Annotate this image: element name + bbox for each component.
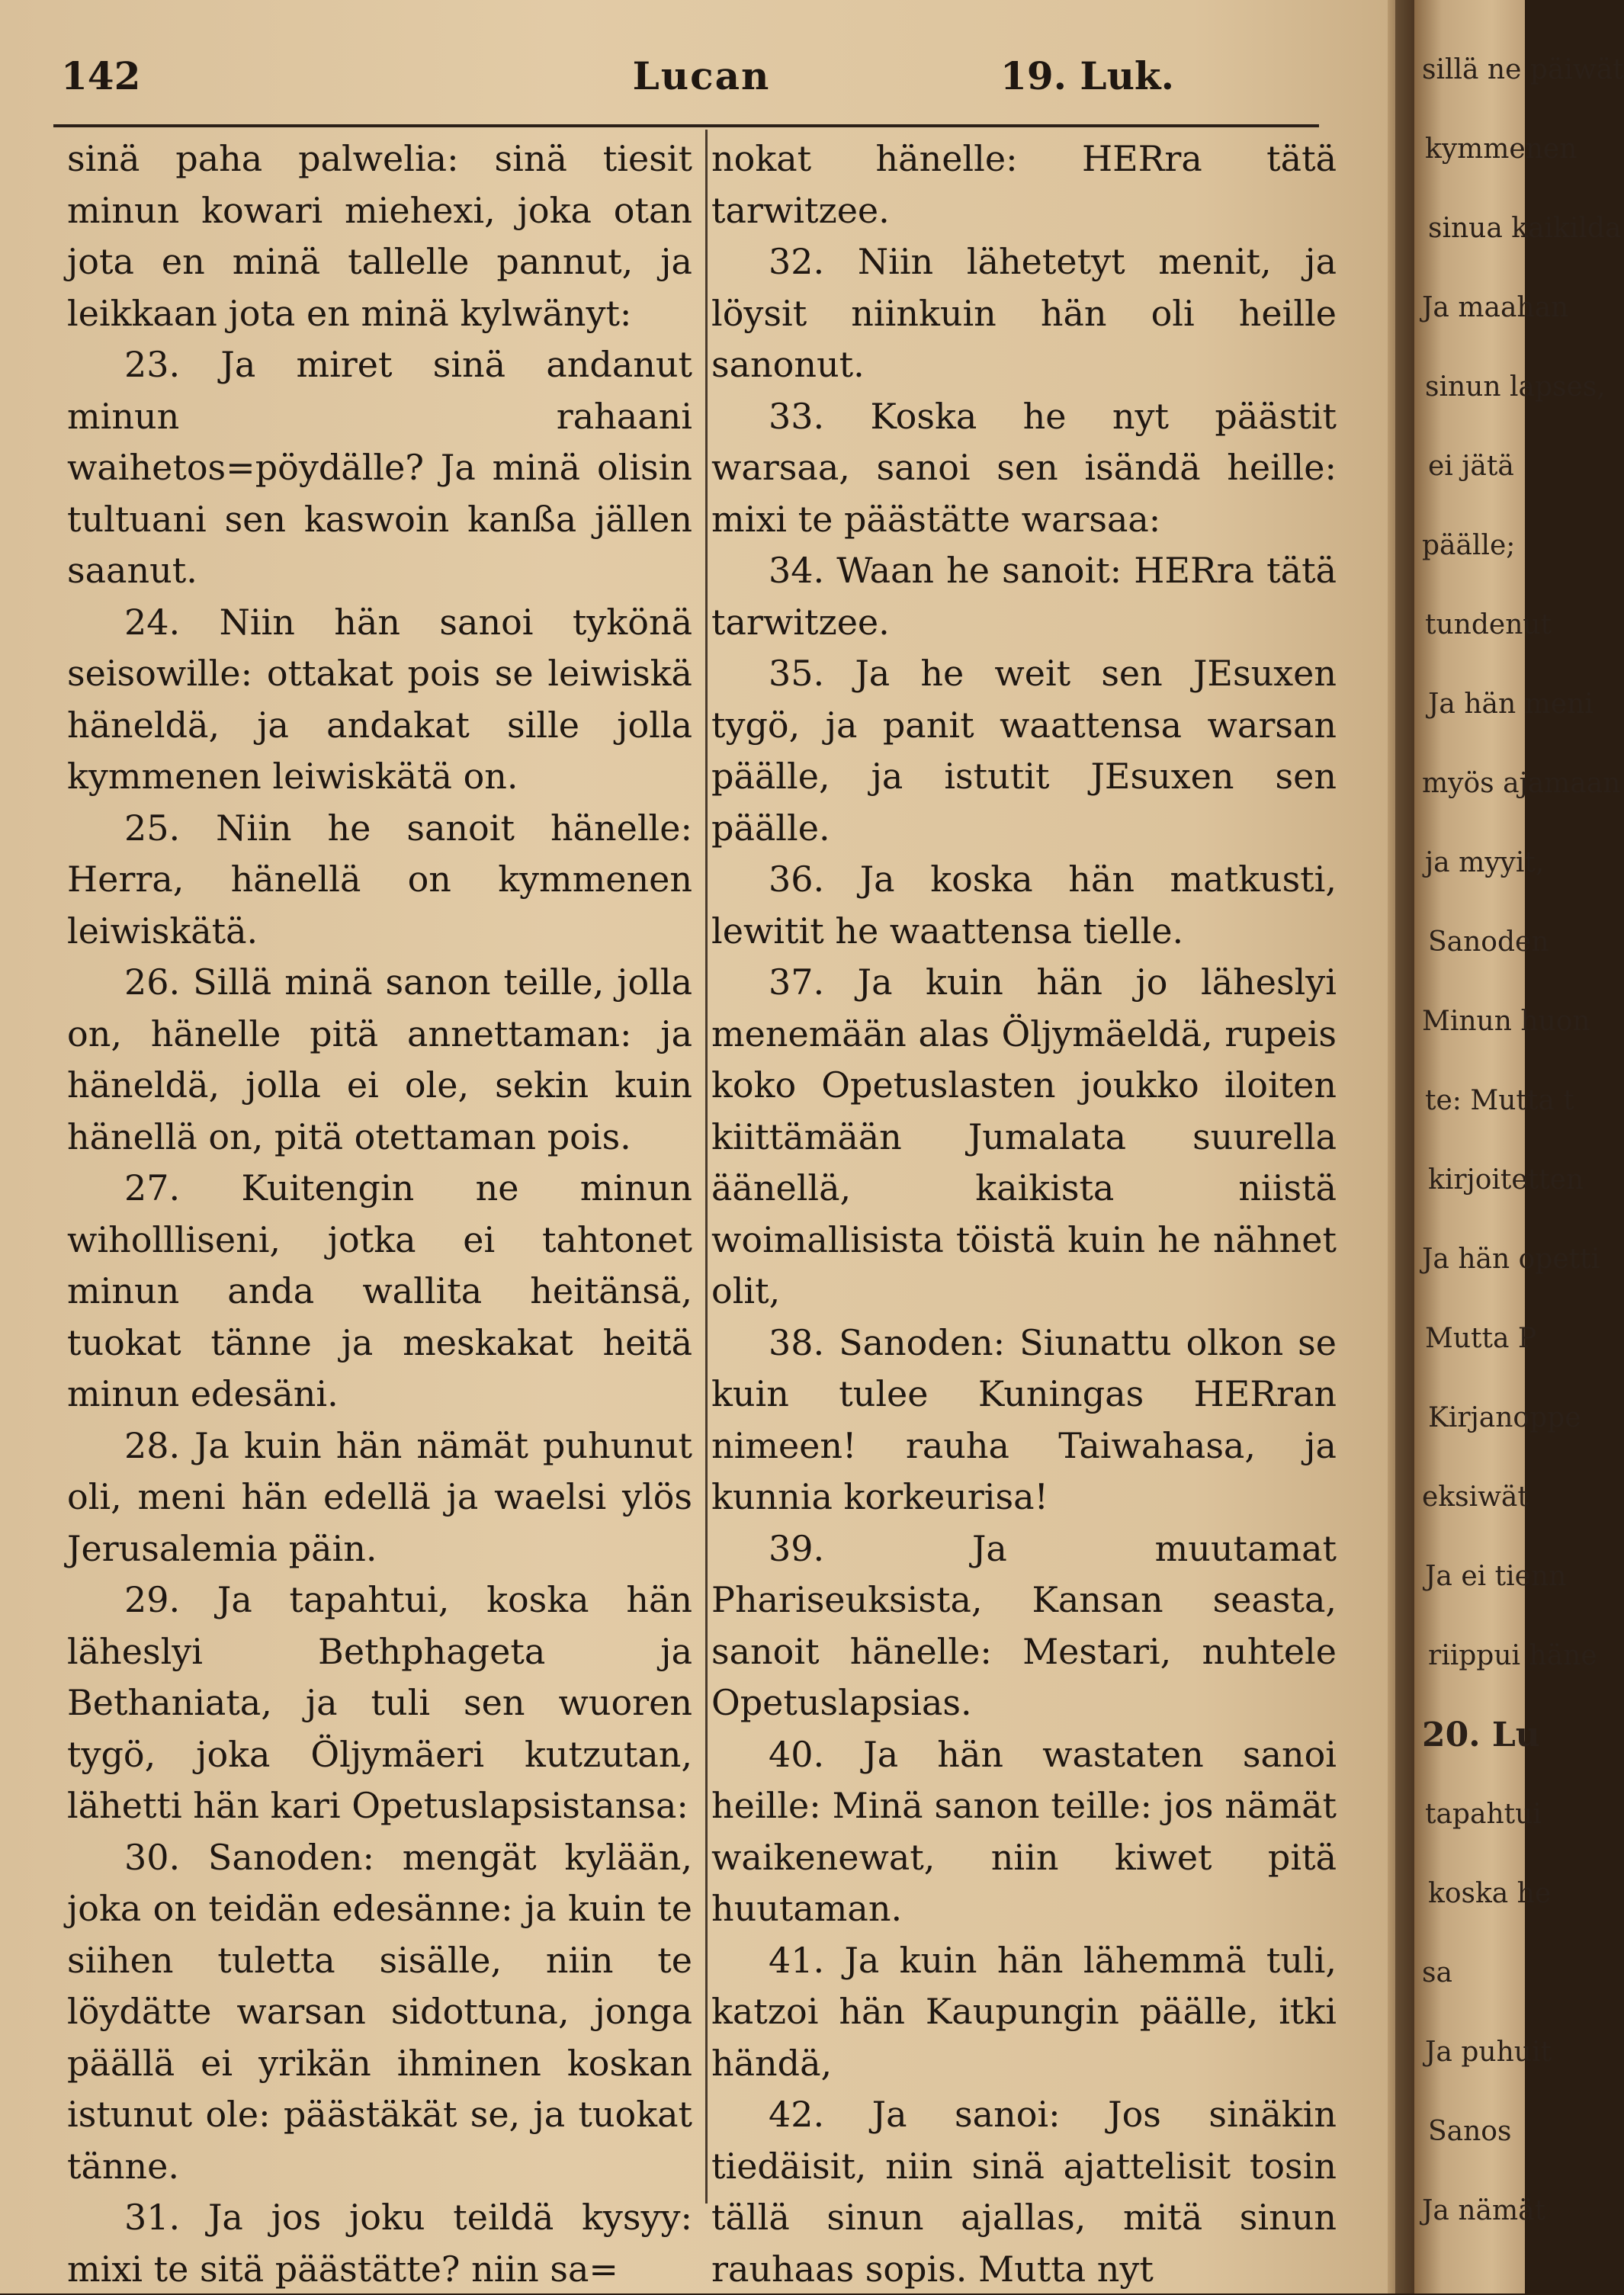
verse-34: 34. Waan he sanoit: HERra tätä tarwitzee. bbox=[711, 550, 1337, 643]
verse-35: 35. Ja he weit sen JEsuxen tygö, ja panit waattensa warsan päälle, ja istutit JEsuxen sen päälle. bbox=[711, 653, 1337, 849]
verse-28: 28. Ja kuin hän nämät puhunut oli, meni hän edellä ja waelsi ylös Jerusalemia päin. bbox=[67, 1424, 692, 1569]
verse-40: 40. Ja hän wastaten sanoi heille: Minä sanon teille: jos nämät waikenewat, niin kiwet pitä huutaman. bbox=[711, 1733, 1337, 1929]
facing-page-fragment: Kirjanoppe bbox=[1428, 1402, 1581, 1433]
verse-31: 31. Ja jos joku teildä kysyy: mixi te sitä päästätte? niin sa= bbox=[67, 2197, 692, 2290]
facing-page-fragment: koska he bbox=[1428, 1878, 1552, 1909]
facing-page-fragment: kirjoitetten bbox=[1428, 1164, 1584, 1196]
facing-page-fragment: sinua kaikilda bbox=[1428, 213, 1622, 244]
facing-page-fragment: 20. Lu bbox=[1422, 1716, 1540, 1754]
verse-39: 39. Ja muutamat Phariseuksista, Kansan seasta, sanoit hänelle: Mestari, nuhtele Opetuslapsias. bbox=[711, 1527, 1337, 1723]
verse-29: 29. Ja tapahtui, koska hän läheslyi Bethphageta ja Bethaniata, ja tuli sen wuoren tygö, joka Öljymäeri kutzutan, lähetti hän kari Opetuslapsistansa: bbox=[67, 1579, 692, 1826]
verse-37: 37. Ja kuin hän jo läheslyi menemään alas Öljymäeldä, rupeis koko Opetuslasten joukko iloiten kiittämään Jumalata suurella äänellä, kaikista niistä woimallisista töistä kuin he nähnet olit, bbox=[711, 961, 1337, 1311]
facing-page-fragment: Ja hän meni bbox=[1428, 688, 1594, 720]
verse-42: 42. Ja sanoi: Jos sinäkin tiedäisit, niin sinä ajattelisit tosin tällä sinun ajallas, mitä sinun rauhaas sopis. Mutta nyt bbox=[711, 2094, 1337, 2290]
facing-page-fragment: Sanos bbox=[1428, 2116, 1512, 2147]
verse-continuation: sinä paha palwelia: sinä tiesit minun kowari miehexi, joka otan jota en minä tallelle pannut, ja leikkaan jota en minä kylwänyt: bbox=[67, 138, 692, 334]
verse-38: 38. Sanoden: Siunattu olkon se kuin tulee Kuningas HERran nimeen! rauha Taiwahasa, ja kunnia korkeurisa! bbox=[711, 1321, 1337, 1517]
facing-page-fragment: te: Mutta t bbox=[1425, 1085, 1574, 1116]
verse-33: 33. Koska he nyt päästit warsaa, sanoi sen isändä heille: mixi te päästätte warsaa: bbox=[711, 395, 1337, 540]
facing-page-fragment: tapahtui bbox=[1425, 1799, 1542, 1830]
facing-page-fragment: päälle; bbox=[1422, 530, 1516, 561]
facing-page-fragment: Ja nämät bbox=[1422, 2195, 1546, 2226]
facing-page-fragment: Ja ei tienn bbox=[1425, 1561, 1567, 1592]
page-header bbox=[53, 38, 1350, 114]
facing-page-fragment: Ja hän opetti bbox=[1422, 1244, 1600, 1275]
facing-page-fragment: tundenut bbox=[1425, 609, 1552, 640]
left-column bbox=[67, 133, 692, 2295]
verse-24: 24. Niin hän sanoi tykönä seisowille: ottakat pois se leiwiskä häneldä, ja andakat sille jolla kymmenen leiwiskätä on. bbox=[67, 601, 692, 797]
facing-page-fragment: Mutta P bbox=[1425, 1323, 1537, 1354]
verse-26: 26. Sillä minä sanon teille, jolla on, hänelle pitä annettaman: ja häneldä, jolla ei ole, sekin kuin hänellä on, pitä otettaman pois. bbox=[67, 961, 692, 1157]
facing-page-fragment: kymmenen bbox=[1425, 133, 1577, 165]
facing-page-fragment: sa bbox=[1422, 1957, 1452, 1988]
column-divider bbox=[705, 130, 708, 2204]
facing-page-fragment: myös ajamaan bbox=[1422, 768, 1621, 799]
facing-page-fragment: Sanoden bbox=[1428, 926, 1549, 958]
chapter-reference: 19. Luk. bbox=[1000, 53, 1174, 98]
facing-page-fragment: Ja maahan bbox=[1422, 292, 1569, 323]
verse-27: 27. Kuitengin ne minun wihollliseni, jotka ei tahtonet minun anda wallita heitänsä, tuokat tänne ja meskakat heitä minun edesäni. bbox=[67, 1167, 692, 1414]
verse-36: 36. Ja koska hän matkusti, lewitit he waattensa tielle. bbox=[711, 859, 1337, 952]
verse-32: 32. Niin lähetetyt menit, ja löysit niinkuin hän oli heille sanonut. bbox=[711, 241, 1337, 385]
verse-41: 41. Ja kuin hän lähemmä tuli, katzoi hän Kaupungin päälle, itki händä, bbox=[711, 1939, 1337, 2084]
facing-page-edge bbox=[1414, 0, 1624, 2293]
facing-page-fragment: ei jätä bbox=[1428, 451, 1514, 482]
facing-page-fragment: Minun huon bbox=[1422, 1006, 1590, 1037]
verse-30: 30. Sanoden: mengät kylään, joka on teidän edesänne: ja kuin te siihen tuletta sisälle, niin te löydätte warsan sidottuna, jonga päällä ei yrikän ihminen koskan istunut ole: päästäkät se, ja tuokat tänne. bbox=[67, 1836, 692, 2187]
page-number: 142 bbox=[61, 53, 141, 98]
facing-page-fragment: eksiwät bbox=[1422, 1481, 1529, 1513]
running-title: Lucan bbox=[632, 53, 771, 98]
facing-page-fragment: ja myyit, bbox=[1425, 847, 1545, 878]
facing-page-fragment: Ja puhuit bbox=[1425, 2037, 1552, 2068]
right-column bbox=[711, 133, 1337, 2295]
verse-23: 23. Ja miret sinä andanut minun rahaani waihetos=pöydälle? Ja minä olisin tultuani sen kaswoin kanßa jällen saanut. bbox=[67, 344, 692, 591]
facing-page-fragment: sillä ne päiwät bbox=[1422, 54, 1624, 85]
facing-page-fragment: sinun lapses, bbox=[1425, 371, 1606, 403]
verse-25: 25. Niin he sanoit hänelle: Herra, hänellä on kymmenen leiwiskätä. bbox=[67, 807, 692, 952]
verse-31-continuation: nokat hänelle: HERra tätä tarwitzee. bbox=[711, 138, 1337, 231]
header-rule bbox=[53, 124, 1319, 127]
facing-page-fragment: riippui häne bbox=[1428, 1640, 1597, 1671]
